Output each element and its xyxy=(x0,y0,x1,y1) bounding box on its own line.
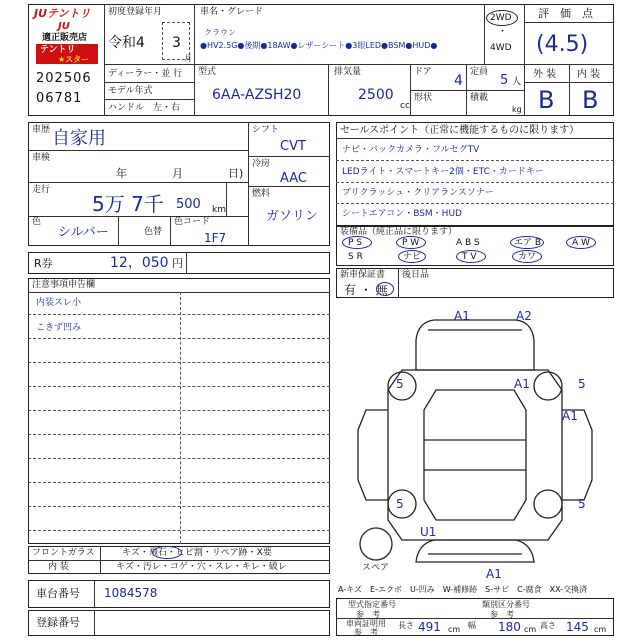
eval-label: 評 価 点 xyxy=(538,7,593,20)
mileage-label: 走行 xyxy=(32,185,51,195)
door-label: ドア xyxy=(414,67,432,77)
stock-no-2: 06781 xyxy=(36,91,83,106)
interior-value: キズ・汚レ・コゲ・穴・スレ・キレ・破レ xyxy=(116,562,287,572)
height-value: 145 xyxy=(566,620,589,634)
registration-label: 登録番号 xyxy=(36,616,80,629)
load-unit: kg xyxy=(512,105,522,114)
color-code: 1F7 xyxy=(204,231,227,245)
shape-label: 形状 xyxy=(414,93,433,103)
mileage-value: 5万 7千 xyxy=(92,192,164,216)
mileage-extra: 500 xyxy=(176,197,201,212)
damage-5-left-front: 5 xyxy=(396,377,404,391)
warranty-label: 新車保証書 xyxy=(340,270,386,280)
r-ticket-unit: 円 xyxy=(172,257,183,270)
dims-sub1: 型式指定番号 xyxy=(348,600,396,609)
ac-label: 冷房 xyxy=(252,159,271,169)
dims-sub3: 車両証明用 xyxy=(346,619,386,628)
damage-a1-bottom: A1 xyxy=(486,567,502,581)
note-1: 内装スレ小 xyxy=(36,298,82,308)
selling-point-4: シートエアコン・BSM・HUD xyxy=(342,209,462,219)
dims-ref3: 参 考 xyxy=(354,628,378,637)
equip-aw: A W xyxy=(572,238,590,248)
logo xyxy=(30,6,102,64)
stock-no-1: 202506 xyxy=(36,71,92,86)
capacity-value: 5 xyxy=(500,73,509,88)
damage-5-right-front: 5 xyxy=(578,377,586,391)
selling-points-label: セールスポイント（正常に機能するものに限ります） xyxy=(340,125,580,136)
color-change-label: 色替 xyxy=(144,227,163,237)
equip-ps: P S xyxy=(348,238,363,248)
car-diagram xyxy=(336,300,614,582)
car-grade: ●HV2.5G●後期●18AW●レザーシート●3眼LED●BSM●HUD● xyxy=(200,41,438,50)
inspection-year: 年 xyxy=(116,167,127,180)
car-name: クラウン xyxy=(204,28,236,37)
selling-point-2: LEDライト・スマートキー2個・ETC・カードキー xyxy=(342,167,544,177)
color-code-label: 色コード xyxy=(174,217,211,227)
usage-label: 車歴 xyxy=(32,125,51,135)
equip-sr: S R xyxy=(348,252,363,262)
dealer-label: ディーラー・並 行 xyxy=(108,69,183,79)
drive-dot: ・ xyxy=(498,27,508,37)
inspection-label: 車検 xyxy=(32,153,51,163)
height-label: 高さ xyxy=(540,621,556,630)
dims-ref2: 参 考 xyxy=(490,610,514,619)
equipment-label: 装備品（純正品に限ります） xyxy=(340,227,458,237)
damage-5-right-rear: 5 xyxy=(578,497,586,511)
drive-2wd: 2WD xyxy=(490,13,512,23)
displacement-unit: cc xyxy=(400,101,410,111)
length-unit: cm xyxy=(448,625,461,634)
after-label: 後日品 xyxy=(402,270,430,280)
selling-point-1: ナビ・バックカメラ・フルセグTV xyxy=(342,145,480,155)
notes-label: 注意事項申告欄 xyxy=(32,280,96,290)
reg-year-era: 令和4 xyxy=(108,35,145,51)
interior-label: 内 装 xyxy=(48,562,69,572)
displacement-label: 排気量 xyxy=(334,67,362,77)
ac-value: AAC xyxy=(280,171,307,186)
logo-line5: ★スター xyxy=(58,55,90,64)
mileage-unit: km xyxy=(212,205,226,215)
r-ticket-label: R券 xyxy=(34,257,53,270)
handle-label: ハンドル 左・右 xyxy=(108,103,181,113)
equip-pw: P W xyxy=(402,238,420,248)
color-value: シルバー xyxy=(58,225,109,240)
chassis-label: 車台番号 xyxy=(36,587,80,600)
width-value: 180 xyxy=(498,620,521,634)
capacity-unit: 人 xyxy=(512,77,522,87)
fuel-label: 燃料 xyxy=(252,189,271,199)
chassis-value: 1084578 xyxy=(104,586,158,600)
shift-label: シフト xyxy=(252,125,280,135)
color-label: 色 xyxy=(32,217,42,227)
width-unit: cm xyxy=(524,625,537,634)
front-glass-value: キズ・飛石・ヒビ割・リペア跡・X要 xyxy=(122,548,272,558)
usage-value: 自家用 xyxy=(52,128,106,149)
damage-5-left-rear: 5 xyxy=(396,497,404,511)
length-value: 491 xyxy=(418,620,441,634)
eval-exterior: B xyxy=(538,86,555,114)
model-label: 型式 xyxy=(198,67,217,77)
reg-year-month-unit: 月 xyxy=(184,54,192,63)
damage-legend: A-キズ E-エクボ U-凹み W-補修跡 S-サビ C-腐食 XX-交換済 xyxy=(338,585,588,594)
selling-point-3: ブリクラッシュ・クリアランスソナー xyxy=(342,188,494,198)
eval-interior: B xyxy=(582,86,599,114)
dims-sub2: 類別区分番号 xyxy=(482,600,530,609)
damage-a2-top: A2 xyxy=(516,309,532,323)
damage-a1-side: A1 xyxy=(562,409,578,423)
eval-ext-label: 外 装 xyxy=(533,69,557,80)
eval-score: (4.5) xyxy=(536,32,589,57)
width-label: 幅 xyxy=(468,621,476,630)
warranty-value: 有 ・ 無 xyxy=(344,283,388,297)
equip-navi: ナビ xyxy=(403,252,422,262)
damage-a1-top: A1 xyxy=(454,309,470,323)
damage-u1: U1 xyxy=(420,525,437,539)
logo-line3: 適正販売店 xyxy=(42,33,88,43)
inspection-month: 月 xyxy=(172,167,183,180)
model-value: 6AA-AZSH20 xyxy=(212,87,302,103)
fuel-value: ガソリン xyxy=(266,209,319,224)
car-name-label: 車名・グレード xyxy=(200,7,264,17)
equip-airbag: エア B xyxy=(514,238,542,248)
height-unit: cm xyxy=(594,625,607,634)
door-value: 4 xyxy=(454,73,463,89)
equip-leather: カワ xyxy=(518,252,537,262)
load-label: 積載 xyxy=(470,93,489,103)
model-year-label: モデル年式 xyxy=(108,86,153,96)
reg-year-month: 3 xyxy=(172,35,181,51)
inspection-day: 日) xyxy=(228,167,244,180)
equip-abs: A B S xyxy=(456,238,480,248)
capacity-label: 定員 xyxy=(470,67,489,77)
logo-line4: テントリ xyxy=(40,45,76,55)
reg-year-label: 初度登録年月 xyxy=(108,7,163,17)
r-ticket-value: 12，050 xyxy=(110,255,169,271)
displacement-value: 2500 xyxy=(358,87,394,103)
front-glass-label: フロントガラス xyxy=(32,548,95,558)
length-label: 長さ xyxy=(398,621,414,630)
notes-section xyxy=(28,278,330,544)
dims-ref1: 参 考 xyxy=(356,610,380,619)
logo-line1: JUテントリ xyxy=(34,7,91,20)
equip-tv: T V xyxy=(462,252,477,262)
shift-value: CVT xyxy=(280,139,306,154)
note-2: こきず凹み xyxy=(36,323,82,333)
drive-4wd: 4WD xyxy=(490,43,512,53)
eval-int-label: 内 装 xyxy=(577,69,601,80)
spare-label: スペア xyxy=(362,563,390,573)
damage-a1-right: A1 xyxy=(514,377,530,391)
logo-line2: JU xyxy=(58,21,70,32)
